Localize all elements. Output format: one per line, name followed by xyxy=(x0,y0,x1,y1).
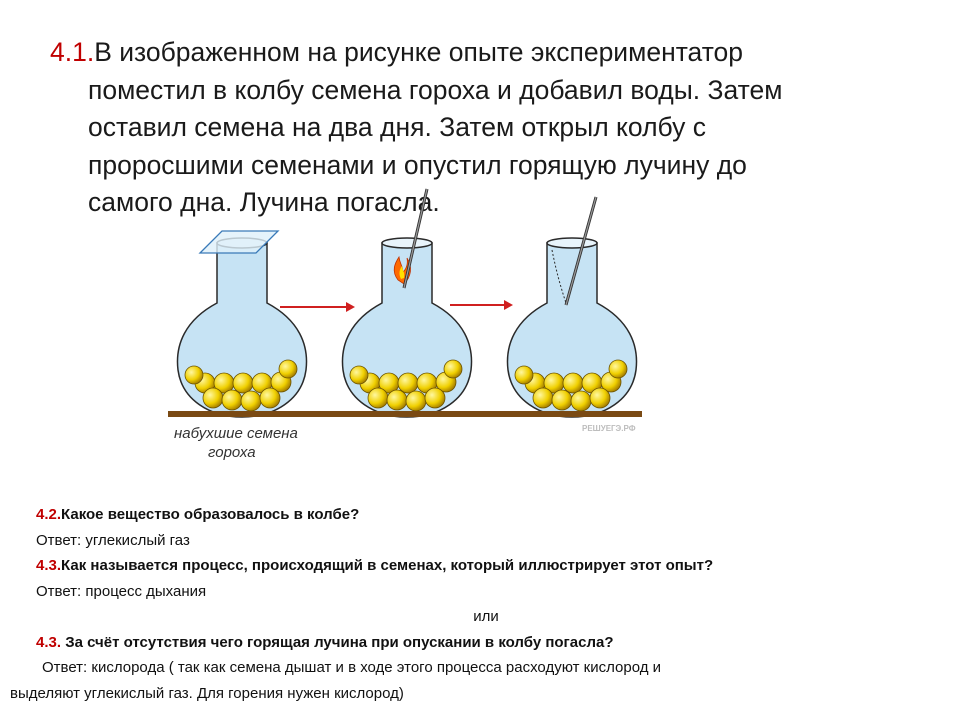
description-line-4: проросшими семенами и опустил горящую лучину до xyxy=(88,149,747,180)
question-4-3-alt: 4.3. За счёт отсутствия чего горящая лучина при опускании в колбу погасла? xyxy=(36,633,614,651)
watermark: РЕШУЕГЭ.РФ xyxy=(582,424,636,433)
task-number: 4.1. xyxy=(50,37,95,67)
answer-4-3-alt-line-1: Ответ: кислорода ( так как семена дышат и в ходе этого процесса расходуют кислород и xyxy=(42,659,662,676)
flask-2 xyxy=(342,189,471,417)
arrow-1 xyxy=(280,302,355,312)
answer-4-3-alt-line-2: выделяют углекислый газ. Для горения нужен кислород) xyxy=(10,684,404,702)
description-line-2: поместил в колбу семена гороха и добавил воды. Затем xyxy=(88,74,783,105)
figure-caption-line-1: набухшие семена xyxy=(174,425,298,442)
question-4-3: 4.3.Как называется процесс, происходящий в семенах, который иллюстрирует этот опыт? xyxy=(36,557,714,574)
experiment-illustration xyxy=(160,185,650,475)
description-line-5: самого дна. Лучина погасла. xyxy=(88,187,440,217)
flask-1 xyxy=(177,231,306,417)
questions-answers xyxy=(10,502,936,706)
shelf xyxy=(168,411,642,417)
or-separator: или xyxy=(473,608,499,625)
answer-4-3: Ответ: процесс дыхания xyxy=(36,582,207,600)
flask-3 xyxy=(507,197,636,417)
answer-4-2: Ответ: углекислый газ xyxy=(36,531,190,549)
question-4-2: 4.2.Какое вещество образовалось в колбе? xyxy=(36,506,360,523)
description-line-3: оставил семена на два дня. Затем открыл колбу с xyxy=(88,112,706,142)
figure-caption-line-2: гороха xyxy=(208,444,256,461)
arrow-2 xyxy=(450,300,513,310)
description-line-1: 4.1.В изображенном на рисунке опыте экспериментатор xyxy=(50,37,744,67)
